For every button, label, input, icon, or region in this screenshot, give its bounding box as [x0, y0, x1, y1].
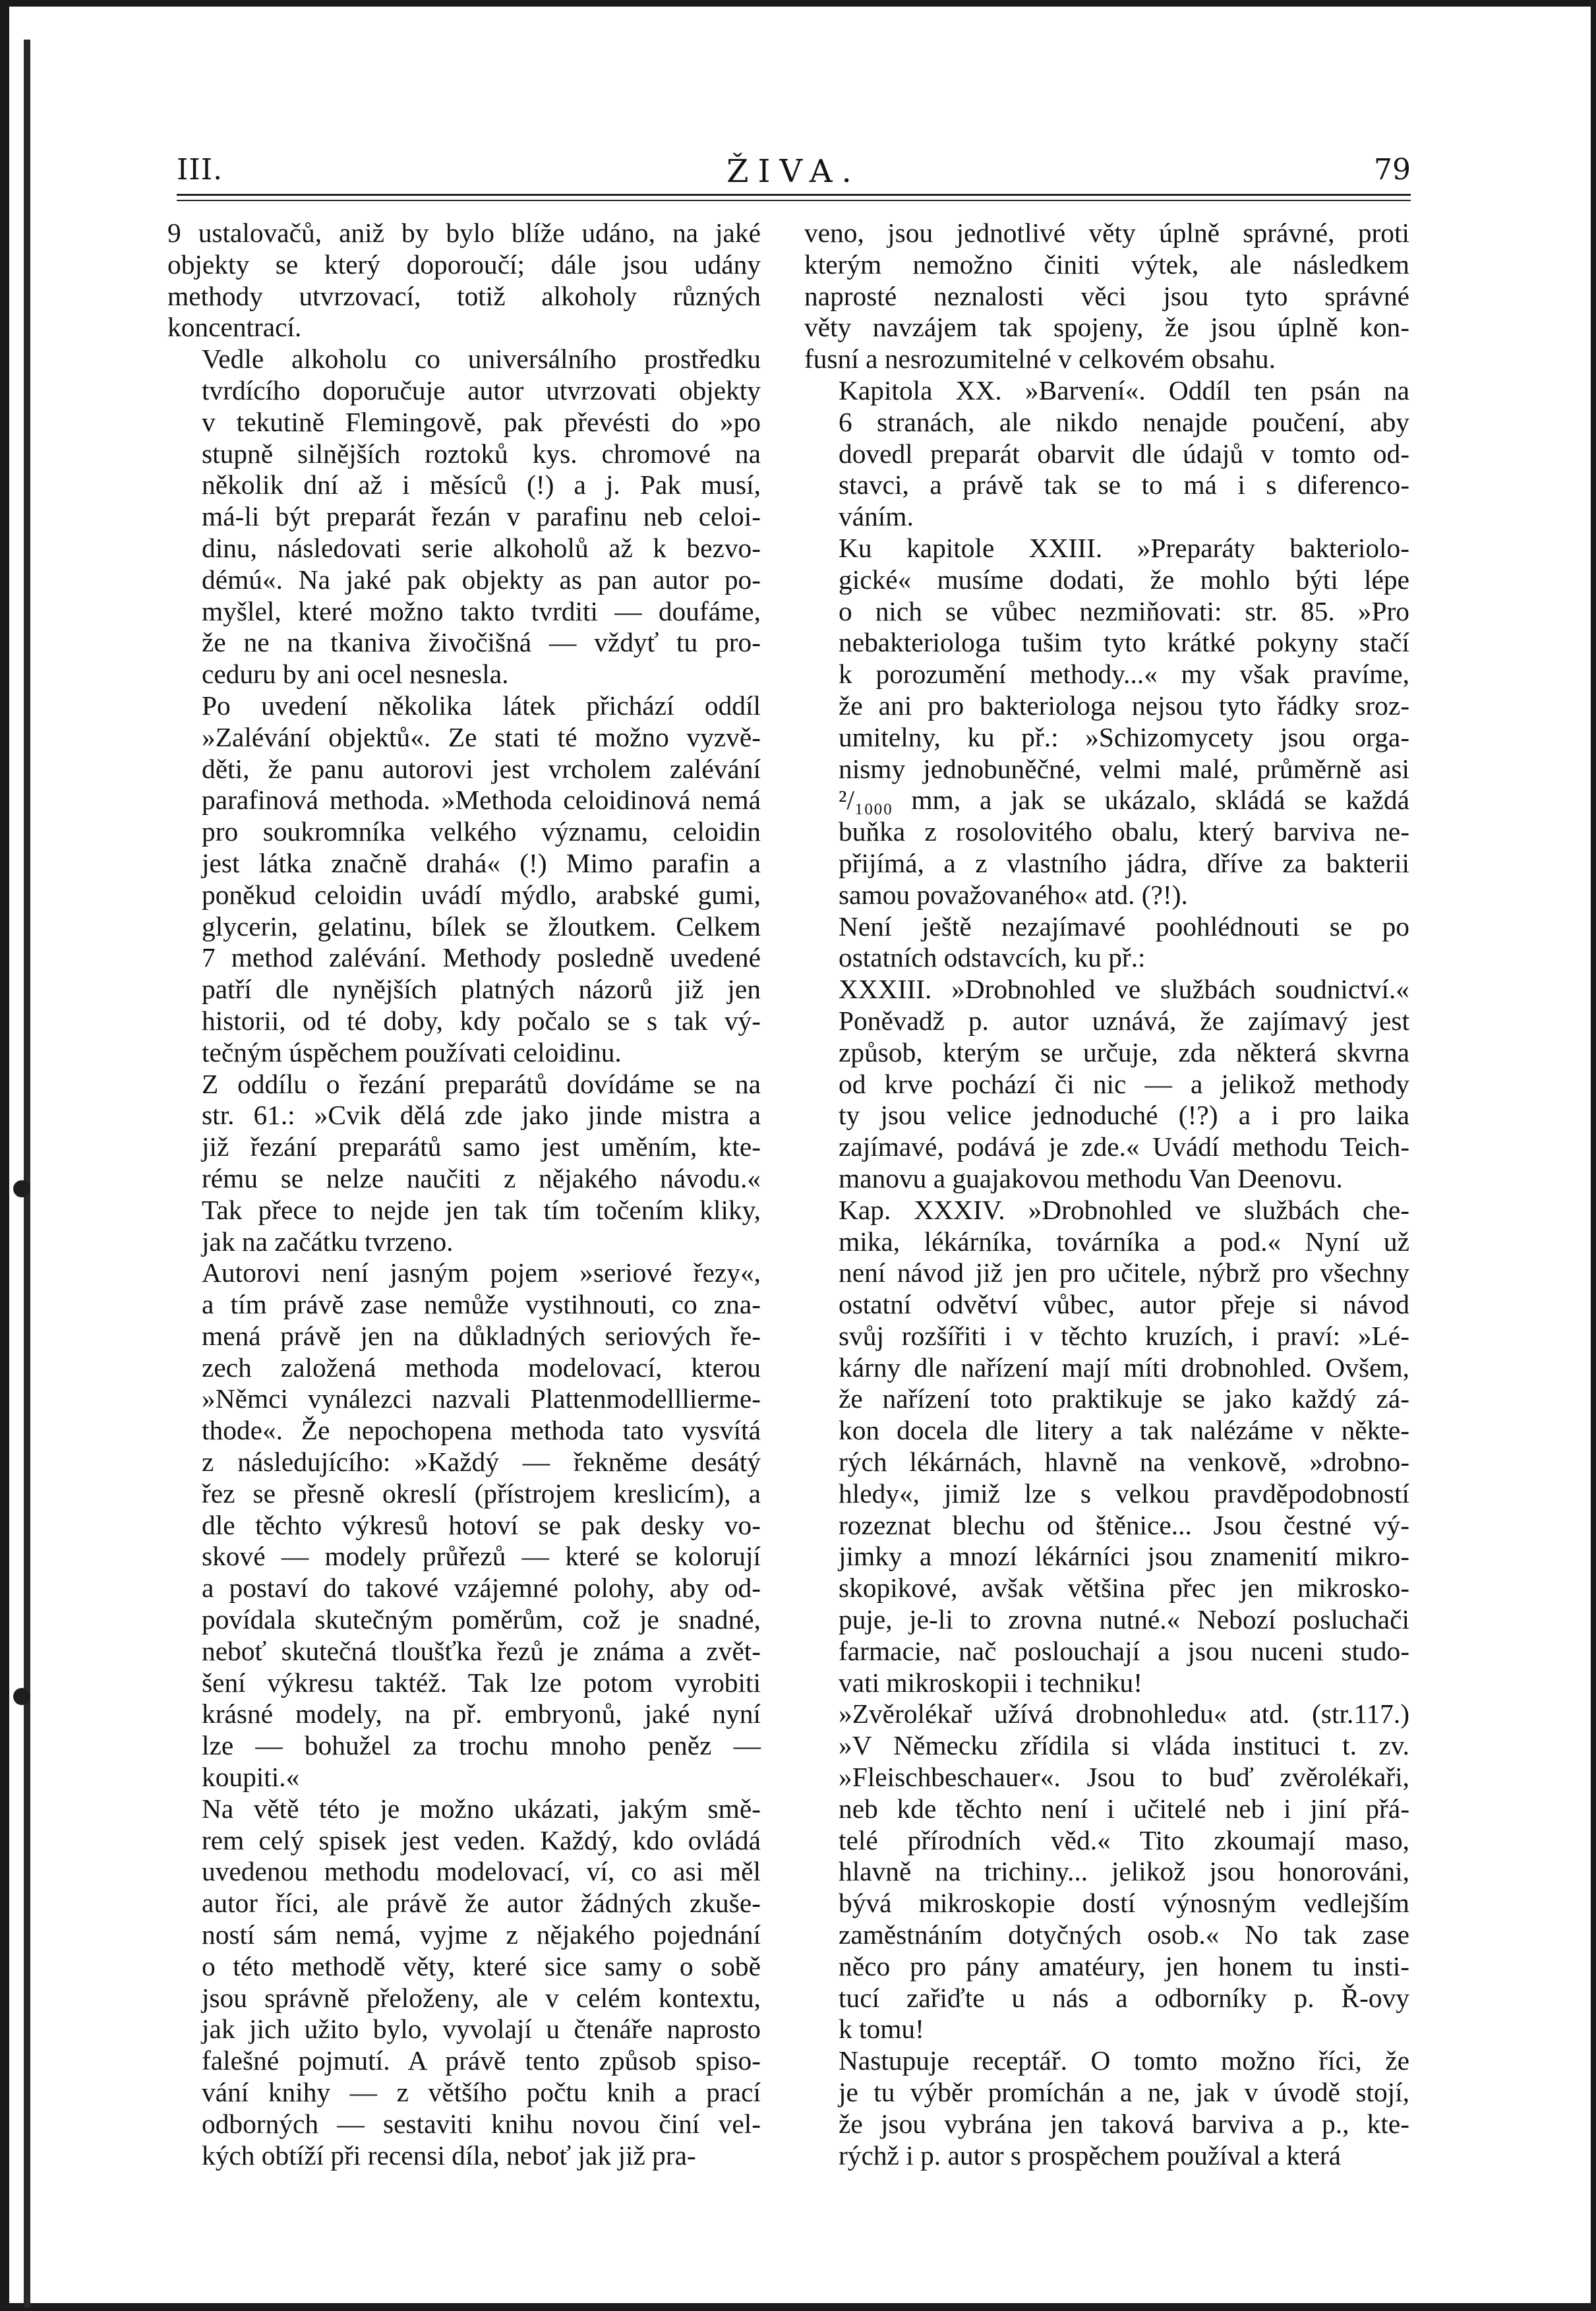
- text-line: z následujícího: »Každý — řekněme desátý: [202, 1447, 761, 1478]
- text-line: v tekutině Flemingově, pak převésti do »po: [202, 406, 761, 437]
- paragraph: [804, 974, 1409, 1195]
- text-line: ostatní odvětví vůbec, autor přeje si návod: [839, 1289, 1409, 1320]
- text-line: odborných — sestaviti knihu novou činí vel-: [202, 2108, 761, 2139]
- text-line: falešné pojmutí. A právě tento způsob spiso-: [202, 2045, 761, 2076]
- text-line: Není ještě nezajímavé poohlédnouti se po: [839, 911, 1409, 942]
- gutter-mark: [13, 1180, 30, 1197]
- paragraph: [804, 218, 1409, 375]
- text-line: tvrdícího doporučuje autor utvrzovati objekty: [202, 375, 761, 405]
- text-line: jimky a mnozí lékárníci jsou znamenití mikro-: [839, 1541, 1409, 1572]
- text-line: o nich se vůbec nezmiňovati: str. 85. »Pro: [839, 595, 1409, 626]
- text-line: nismy jednobuněčné, velmi malé, průměrně asi: [839, 753, 1409, 784]
- text-line: šení výkresu taktéž. Tak lze potom vyrobiti: [202, 1667, 761, 1698]
- text-line: umitelny, ku př.: »Schizomycety jsou orga-: [839, 721, 1409, 752]
- text-line: Tak přece to nejde jen tak tím točením kliky,: [202, 1194, 761, 1225]
- text-line: že ne na tkaniva živočišná — vždyť tu pro-: [202, 627, 761, 658]
- text-line: věty navzájem tak spojeny, že jsou úplně kon-: [804, 312, 1409, 343]
- paragraph: [167, 218, 761, 344]
- text-line: má-li být preparát řezán v parafinu neb celoi-: [202, 501, 761, 532]
- gutter-mark: [13, 1688, 30, 1705]
- text-line: zajímavé, podává je zde.« Uvádí methodu Teich-: [839, 1131, 1409, 1162]
- text-line: patří dle nynějších platných názorů již jen: [202, 974, 761, 1005]
- text-line: rozeznat blechu od štěnice... Jsou čestné vý-: [839, 1509, 1409, 1540]
- text-line: samou považovaného« atd. (?!).: [839, 879, 1188, 910]
- text-line: str. 61.: »Cvik dělá zde jako jinde mistra a: [202, 1100, 761, 1131]
- text-line: svůj rozšířiti i v těchto kruzích, i praví: »Lé-: [839, 1320, 1409, 1351]
- text-line: gické« musíme dodati, že mohlo býti lépe: [839, 564, 1409, 595]
- text-line: k porozumění methody...« my však pravíme,: [839, 659, 1409, 690]
- text-line: mená právě jen na důkladných seriových ře-: [202, 1320, 761, 1351]
- text-line: ty jsou velice jednoduché (!?) a i pro laika: [839, 1100, 1409, 1131]
- paragraph: [804, 1698, 1409, 2045]
- text-line: Poněvadž p. autor uznává, že zajímavý jest: [839, 1005, 1409, 1036]
- text-line: historii, od té doby, kdy počalo se s tak vý-: [202, 1005, 761, 1036]
- text-line: Kap. XXXIV. »Drobnohled ve službách che-: [839, 1194, 1409, 1225]
- text-line: »Zvěrolékař užívá drobnohledu« atd. (str.117.): [839, 1698, 1409, 1729]
- paragraph: [804, 375, 1409, 533]
- text-line: přijímá, a z vlastního jádra, dříve za bakterii: [839, 847, 1409, 878]
- text-line: glycerin, gelatinu, bílek se žloutkem. Celkem: [202, 911, 761, 942]
- text-line: Autorovi není jasným pojem »seriové řezy«,: [202, 1257, 761, 1288]
- text-line: thode«. Že nepochopena methoda tato vysvítá: [202, 1415, 761, 1446]
- text-line: ostatních odstavcích, ku př.:: [839, 942, 1146, 973]
- text-line: jsou správně přeloženy, ale v celém kontextu,: [202, 1982, 761, 2013]
- text-line: 7 method zalévání. Methody posledně uvedené: [202, 942, 761, 973]
- text-line: naprosté neznalosti věci jsou tyto správné: [804, 280, 1409, 311]
- text-line: kterým nemožno činiti výtek, ale následkem: [804, 249, 1409, 280]
- text-line: myšlel, které možno takto tvrditi — doufáme,: [202, 595, 761, 626]
- text-line: skopikové, avšak většina přec jen mikrosko-: [839, 1573, 1409, 1604]
- text-line: kárny dle nařízení mají míti drobnohled. Ovšem,: [839, 1352, 1409, 1383]
- text-line: ností sám nemá, vyjme z nějakého pojednání: [202, 1919, 761, 1950]
- text-line: že ani pro bakteriologa nejsou tyto řádky sroz-: [839, 690, 1409, 721]
- text-line: 9 ustalovačů, aniž by bylo blíže udáno, na jaké: [167, 218, 761, 248]
- paragraph: [804, 533, 1409, 911]
- text-line: skové — modely průřezů — které se kolorují: [202, 1541, 761, 1572]
- text-line: koncentrací.: [167, 312, 302, 343]
- page-header: [177, 153, 1411, 193]
- left-column: [167, 218, 761, 2171]
- journal-title: ŽIVA.: [726, 153, 861, 190]
- text-line: kon docela dle litery a tak nalézáme v někte-: [839, 1415, 1409, 1446]
- text-line: hledy«, jimiž lze s velkou pravděpodobností: [839, 1478, 1409, 1509]
- text-line: telé přírodních věd.« Tito zkoumají maso,: [839, 1824, 1409, 1855]
- text-line: od krve pochází či nic — a jelikož methody: [839, 1068, 1409, 1099]
- text-line: pro soukromníka velkého významu, celoidin: [202, 816, 761, 847]
- text-line: démú«. Na jaké pak objekty as pan autor po-: [202, 564, 761, 595]
- text-line: veno, jsou jednotlivé věty úplně správné, proti: [804, 218, 1409, 248]
- text-line: něco pro pány amatéury, jen honem tu insti-: [839, 1950, 1409, 1981]
- text-line: uvedenou methodu modelovací, ví, co asi měl: [202, 1856, 761, 1887]
- text-line: rýchž i p. autor s prospěchem používal a která: [839, 2140, 1341, 2171]
- text-line: povídala skutečným poměrům, což je snadné,: [202, 1604, 761, 1635]
- paragraph: [804, 911, 1409, 975]
- text-line: a tím právě zase nemůže vystihnouti, co zna-: [202, 1289, 761, 1320]
- text-line: neboť skutečná tloušťka řezů je známa a zvět-: [202, 1635, 761, 1666]
- text-line: methody utvrzovací, totiž alkoholy různých: [167, 280, 761, 311]
- text-line: vati mikroskopii i techniku!: [839, 1667, 1142, 1698]
- header-rule: [177, 194, 1411, 201]
- text-line: způsob, kterým se určuje, zda některá skvrna: [839, 1036, 1409, 1067]
- text-line: vání knihy — z většího počtu knih a prací: [202, 2077, 761, 2108]
- text-line: »V Německu zřídila si vláda instituci t. zv.: [839, 1730, 1409, 1761]
- text-line: stupně silnějších roztoků kys. chromové na: [202, 438, 761, 469]
- text-line: farmacie, nač poslouchají a jsou nuceni studo-: [839, 1635, 1409, 1666]
- text-line: Z oddílu o řezání preparátů dovídáme se na: [202, 1068, 761, 1099]
- text-line: ceduru by ani ocel nesnesla.: [202, 659, 509, 690]
- text-line: řez se přesně okreslí (přístrojem kreslicím), a: [202, 1478, 761, 1509]
- page-number: 79: [1374, 153, 1411, 187]
- text-line: a postaví do takové vzájemné polohy, aby od-: [202, 1573, 761, 1604]
- text-line: jak na začátku tvrzeno.: [202, 1226, 454, 1257]
- text-line: je tu výběr promíchán a ne, jak v úvodě stojí,: [839, 2077, 1409, 2108]
- text-line: k tomu!: [839, 2014, 924, 2045]
- text-line: že nařízení toto praktikuje se jako každý zá-: [839, 1383, 1409, 1414]
- paragraph: [804, 2045, 1409, 2171]
- text-line: Vedle alkoholu co universálního prostředku: [202, 344, 761, 375]
- text-line: váním.: [839, 501, 914, 532]
- text-line: neb kde těchto není i učitelé neb i jiní přá-: [839, 1793, 1409, 1824]
- text-line: jest látka značně drahá« (!) Mimo parafin a: [202, 847, 761, 878]
- text-line: několik dní až i měsíců (!) a j. Pak musí,: [202, 469, 761, 500]
- text-line: zaměstnáním dotyčných osob.« No tak zase: [839, 1919, 1409, 1950]
- text-line: Nastupuje receptář. O tomto možno říci, že: [839, 2045, 1409, 2076]
- text-line: jak jich užito bylo, vyvolají u čtenáře naprosto: [202, 2014, 761, 2045]
- text-line: fusní a nesrozumitelné v celkovém obsahu.: [804, 344, 1276, 375]
- binding-gutter: [24, 40, 30, 2308]
- text-line: parafinová methoda. »Methoda celoidinová nemá: [202, 785, 761, 816]
- text-line: autor říci, ale právě že autor žádných zkuše-: [202, 1888, 761, 1919]
- text-line: puje, je-li to zrovna nutné.« Nebozí posluchači: [839, 1604, 1409, 1635]
- text-line: Ku kapitole XXIII. »Preparáty bakteriolo-: [839, 532, 1409, 563]
- text-line: o této methodě věty, které sice samy o sobě: [202, 1950, 761, 1981]
- text-line: dovedl preparát obarvit dle údajů v tomto od-: [839, 438, 1409, 469]
- text-line: »Němci vynálezci nazvali Plattenmodelllierme-: [202, 1383, 761, 1414]
- text-line: dinu, následovati serie alkoholů až k bezvo-: [202, 532, 761, 563]
- text-line: zech založená methoda modelovací, kterou: [202, 1352, 761, 1383]
- text-line: objekty se který doporoučí; dále jsou udány: [167, 249, 761, 280]
- paragraph: [167, 690, 761, 1069]
- text-line: mika, lékárníka, továrníka a pod.« Nyní už: [839, 1226, 1409, 1257]
- text-line: XXXIII. »Drobnohled ve službách soudnictví.«: [839, 974, 1409, 1005]
- text-line: lze — bohužel za trochu mnoho peněz —: [202, 1730, 761, 1761]
- volume-number: III.: [177, 153, 223, 187]
- text-line: již řezání preparátů samo jest uměním, kte-: [202, 1131, 761, 1162]
- paragraph: [167, 1069, 761, 1258]
- text-line: tucí zařiďte u nás a odborníky p. Ř-ovy: [839, 1982, 1409, 2013]
- text-line: buňka z rosolovitého obalu, který barviva ne-: [839, 816, 1409, 847]
- text-line: bývá mikroskopie dostí výnosným vedlejším: [839, 1888, 1409, 1919]
- text-line: rých lékárnách, hlavně na venkově, »drobno-: [839, 1447, 1409, 1478]
- text-line: Po uvedení několika látek přichází oddíl: [202, 690, 761, 721]
- text-line: koupiti.«: [202, 1762, 300, 1793]
- paragraph: [167, 1257, 761, 1793]
- text-line: tečným úspěchem používati celoidinu.: [202, 1036, 622, 1067]
- paragraph: [167, 1793, 761, 2172]
- text-line: není návod již jen pro učitele, nýbrž pro všechny: [839, 1257, 1409, 1288]
- text-line: Kapitola XX. »Barvení«. Oddíl ten psán na: [839, 375, 1409, 405]
- text-line: krásné modely, na př. embryonů, jaké nyní: [202, 1698, 761, 1729]
- right-column: [804, 218, 1409, 2171]
- text-line: rem celý spisek jest veden. Každý, kdo ovládá: [202, 1824, 761, 1855]
- text-line: stavci, a právě tak se to má i s diferenco-: [839, 469, 1409, 500]
- text-line: poněkud celoidin uvádí mýdlo, arabské gumi,: [202, 879, 761, 910]
- text-line: že jsou vybrána jen taková barviva a p., kte-: [839, 2108, 1409, 2139]
- text-line: Na větě této je možno ukázati, jakým smě-: [202, 1793, 761, 1824]
- paragraph: [167, 344, 761, 690]
- text-line: nebakteriologa tušim tyto krátké pokyny stačí: [839, 627, 1409, 658]
- paragraph: [804, 1195, 1409, 1699]
- text-line: 6 stranách, ale nikdo nenajde poučení, aby: [839, 406, 1409, 437]
- text-line: »Zalévání objektů«. Ze stati té možno vyzvě-: [202, 721, 761, 752]
- text-line: rému se nelze naučiti z nějakého návodu.«: [202, 1162, 761, 1193]
- text-line: hlavně na trichiny... jelikož jsou honorováni,: [839, 1856, 1409, 1887]
- text-line: děti, že panu autorovi jest vrcholem zalévání: [202, 753, 761, 784]
- text-line: »Fleischbeschauer«. Jsou to buď zvěrolékaři,: [839, 1762, 1409, 1793]
- text-line: dle těchto výkresů hotoví se pak desky vo-: [202, 1509, 761, 1540]
- text-line: ²/₁₀₀₀ mm, a jak se ukázalo, skládá se každá: [839, 785, 1409, 816]
- text-line: kých obtíží při recensi díla, neboť jak již pra-: [202, 2140, 696, 2171]
- text-line: manovu a guajakovou methodu Van Deenovu.: [839, 1162, 1343, 1193]
